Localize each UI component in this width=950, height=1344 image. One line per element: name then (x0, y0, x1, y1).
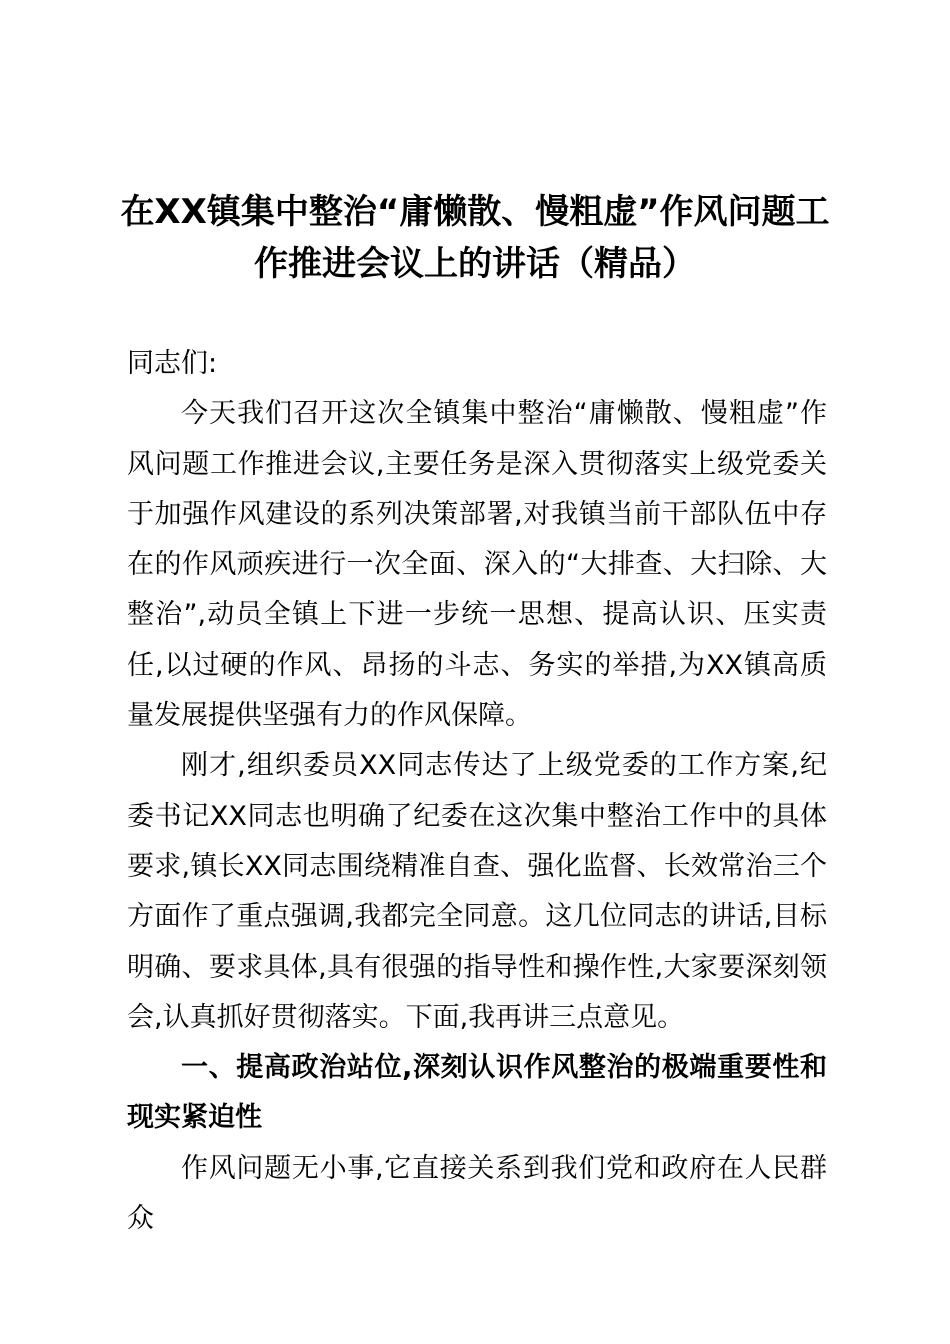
paragraph-3: 作风问题无小事,它直接关系到我们党和政府在人民群众 (127, 1152, 827, 1235)
title-line-2: 作推进会议上的讲话（精品） (254, 244, 696, 284)
paragraph-1: 今天我们召开这次全镇集中整治“庸懒散、慢粗虚”作风问题工作推进会议,主要任务是深入贯彻落实上级党委关于加强作风建设的系列决策部署,对我镇当前干部队伍中存在的作风顽疾进行一次全面、深入的“大排查、大扫除、大整治”,动员全镇上下进一步统一思想、提高认识、压实责任,以过硬的作风、昂扬的斗志、务实的举措,为XX镇高质量发展提供坚强有力的作风保障。 (127, 398, 827, 732)
salutation: 同志们: (127, 348, 218, 379)
document-title (110, 186, 840, 290)
section-heading-1: 一、提高政治站位,深刻认识作风整治的极端重要性和现实紧迫性 (127, 1052, 827, 1134)
paragraph-2: 刚才,组织委员XX同志传达了上级党委的工作方案,纪委书记XX同志也明确了纪委在这次集中整治工作中的具体要求,镇长XX同志围绕精准自查、强化监督、长效常治三个方面作了重点强调,我都完全同意。这几位同志的讲话,目标明确、要求具体,具有很强的指导性和操作性,大家要深刻领会,认真抓好贯彻落实。下面,我再讲三点意见。 (127, 750, 827, 1033)
title-line-1: 在XX镇集中整治“庸懒散、慢粗虚”作风问题工 (120, 192, 830, 232)
document-body (127, 339, 827, 1244)
